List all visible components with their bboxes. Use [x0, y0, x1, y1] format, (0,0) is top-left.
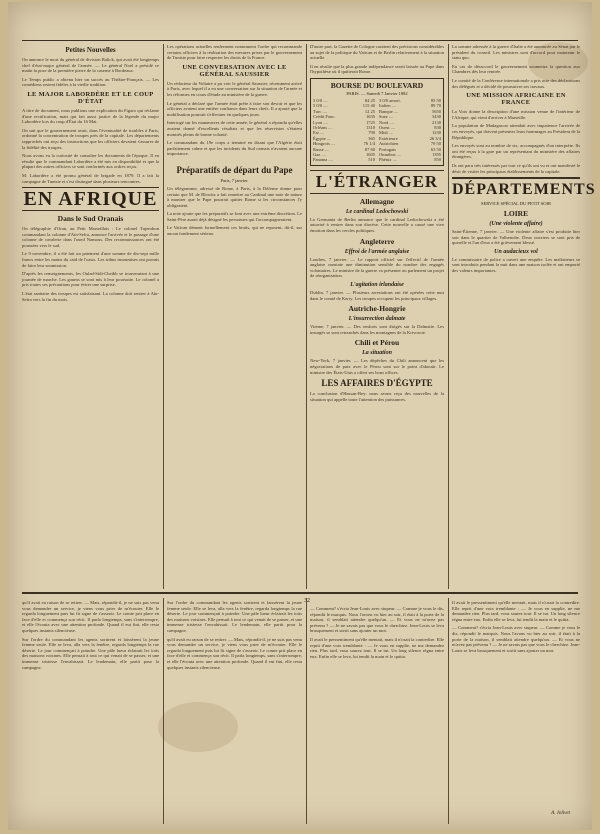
bourse-title: BOURSE DU BOULEVARD — [330, 80, 424, 90]
paragraph: Il avait le pressentiment qu'elle mentait, mais il n'osait la contredire. Elle reprit d'une voix tremblante : — Je vous en supplie, ne me demandez rien. Plus tard, vous saurez tout. Il se tut. Un long silence régna entre eux. Enfin elle se leva, lui tendit la main et le quitta. — [452, 600, 580, 622]
bourse-price: 1635 — [366, 114, 375, 120]
paragraph: Dublin, 7 janvier. — Plusieurs arrestations ont été opérées cette nuit dans le comté de Kerry. Les troupes occupent les principaux villages. — [310, 290, 444, 301]
country-heading: Autriche-Hongrie — [348, 304, 406, 314]
headline: L'insurrection dalmate — [348, 316, 406, 323]
headline: L'agitation irlandaise — [350, 282, 404, 288]
bourse-price: 26 3/4 — [429, 135, 441, 141]
paragraph: Le 9 novembre, il a été fait un paiement d'une somme de dix-sept mille francs entre les mains du caïd de l'oasis. Les tribus insoumises ont promis de faire leur soumission. — [22, 251, 159, 268]
bourse-security: Suez .... — [379, 114, 394, 120]
headline: Préparatifs de départ du Pape — [176, 164, 293, 175]
bourse-security: 5 0/0 .... — [313, 103, 328, 109]
paragraph: La Germania de Berlin annonce que le cardinal Ledochowski a été autorisé à rentrer dans son diocèse. Cette nouvelle a causé une vive émotion dans les cercles politiques. — [310, 216, 444, 234]
paragraph: — Comment? s'écria Jean-Louis avec stupeur. — Comme je vous le dis, répondit le marquis. Nous l'avons vu hier au soir, il était à la porte de la maison, il semblait attendre quelqu'un. — Et vous ne m'avez pas prévenu ? — Je ne savais pas que vous le cherchiez. Jean-Louis se leva brusquement et sortit sans ajouter un mot. — [310, 606, 444, 634]
column-separator — [448, 598, 449, 824]
newspaper-page — [8, 2, 596, 830]
bourse-security: Nord .... — [379, 119, 394, 125]
paragraph: Sur l'ordre du commandant les agents sortirent et laissèrent la jeune femme seule. Elle se leva, alla vers la fenêtre, regarda longtemps la rue déserte. Le jour commençait à poindre. Une pâle lueur éclairait les toits des maisons voisines. Elle pensait à tout ce qui venait de se passer, et une immense tristesse l'envahissait. Le lendemain, elle partit pour la campagne. — [167, 600, 302, 633]
paragraph: qu'il avait eu raison de se retirer. — Mais, répondit-il, je ne suis pas venu vous demander un service, je viens vous prier de m'écouter. Elle le regarda longuement puis lui fit signe de s'asseoir. Le comte prit place en face d'elle et commença son récit. Il parla longtemps, sans s'interrompre, et elle l'écouta avec une attention profonde. Quand il eut fini, elle resta quelques instants silencieuse. — [22, 600, 159, 633]
paragraph: Le général a déclaré que l'armée était prête à faire son devoir et que les officiers avaient une entière confiance dans leurs chefs. Il a ajouté que la mobilisation pourrait s'effectuer en quelques jours. — [167, 100, 302, 117]
headline: UNE CONVERSATION AVEC LE GÉNÉRAL SAUSSIER — [182, 63, 287, 78]
bourse-row — [313, 157, 375, 162]
paragraph: On sait que le gouvernement avait, dans l'éventualité de troubles à Paris, ordonné la concentration de troupes près de la capitale. Les départements rapprochés ont reçu des instructions que les officiers devaient s'assurer de la fidélité des troupes. — [22, 127, 159, 150]
bourse-rows — [313, 98, 441, 163]
bourse-table — [310, 78, 444, 166]
headline: LE MAJOR LABORDÈRE ET LE COUP D'ÉTAT — [27, 90, 154, 105]
bourse-security: Est .... — [313, 130, 325, 136]
paragraph: La population de Madagascar attendait avec impatience l'arrivée de ces envoyés, qui doivent présenter leurs hommages au Président de la République. — [452, 123, 580, 140]
headline: La situation — [362, 350, 392, 357]
top-rule — [22, 40, 578, 41]
bourse-date: PARIS. — Samedi 7 Janvier 1882 — [346, 90, 408, 96]
paragraph: La somme adressée à la guerre d'Italie a été annoncée au Sénat par le président du conseil. Les ministres sont d'accord pour maintenir le statu quo. — [452, 44, 580, 61]
headline: Effroi de l'armée anglaise — [344, 248, 410, 255]
paragraph: Les envoyés sont au nombre de six, accompagnés d'un interprète. Ils ont été reçus à la gare par un représentant du ministère des affaires étrangères. — [452, 143, 580, 160]
headline: UNE MISSION AFRICAINE EN FRANCE — [466, 92, 566, 107]
paragraph: Les opérations actuelles renferment notamment l'ordre qui recommande certains officiers à la réalisation des mesures prises par le gouvernement de Tunisie pour faire respecter les droits de la France. — [167, 44, 302, 61]
bourse-security: 3 0/0 amort. — [379, 97, 401, 103]
bourse-price: 1725 — [366, 119, 375, 125]
headline: LES AFFAIRES D'ÉGYPTE — [321, 378, 433, 389]
paragraph: Interrogé sur les manœuvres de cette année, le général a répondu qu'elles avaient donné d'excellents résultats et que les réservistes s'étaient montrés pleins de bonne volonté. — [167, 120, 302, 137]
column-4 — [452, 44, 596, 589]
paragraph: En cas de désaccord le gouvernement soumettra la question aux Chambres dès leur rentrée. — [452, 63, 580, 75]
paragraph: Saint-Étienne, 7 janvier. — Une violente affaire s'est produite hier soir dans le quartier de Valbenoîte. Deux ouvriers se sont pris de querelle et l'un d'eux a été grièvement blessé. — [452, 229, 580, 246]
paragraph: La note ajoute que les préparatifs se font avec une extrême discrétion. Le Saint-Père aurait déjà désigné les personnes qui l'accompagneraient. — [167, 211, 302, 222]
bourse-security: Turc .... — [313, 108, 327, 114]
bourse-security: Banque .... — [379, 108, 399, 114]
headline: (Une violente affaire) — [489, 221, 543, 228]
paragraph: Le commandant du 19e corps a terminé en disant que l'Algérie était parfaitement calme et que les incidents du Sud oranais n'avaient aucune importance. — [167, 140, 302, 157]
paragraph: Le comité de la Conférence internationale a pris acte des déclarations des délégués et a décidé de poursuivre ses travaux. — [452, 77, 580, 89]
paragraph: M. Labordère a été promu général de brigade en 1879. Il a fait la campagne de Tunisie et s'est distingué dans plusieurs rencontres. — [22, 172, 159, 184]
bourse-security: Panama .... — [313, 157, 333, 163]
bourse-price: 830 — [434, 125, 441, 130]
bourse-price: 2130 — [432, 119, 441, 125]
bourse-price: 12 25 — [364, 108, 375, 114]
headline: Le cardinal Ledochowski — [345, 208, 409, 215]
bourse-security: Portugais — [379, 146, 397, 152]
column-separator — [448, 44, 449, 589]
section-title: DÉPARTEMENTS — [452, 177, 580, 199]
paragraph: — Comment? s'écria Jean-Louis avec stupeur. — Comme je vous le dis, répondit le marquis. Nous l'avons vu hier au soir, il était à la porte de la maison, il semblait attendre quelqu'un. — Et vous ne m'avez pas prévenu ? — Je ne savais pas que vous le cherchiez. Jean-Louis se leva brusquement et sortit sans ajouter un mot. — [452, 625, 580, 653]
bourse-security: Extérieure — [379, 135, 398, 141]
bourse-price: 1230 — [432, 130, 441, 136]
bourse-security: Égypte .... — [313, 135, 332, 141]
department-heading: LOIRE — [503, 209, 529, 219]
section-title: L'ÉTRANGER — [310, 170, 444, 194]
headline: Dans le Sud Oranais — [57, 214, 124, 224]
paragraph: Il en résulte que la plus grande indépendance serait laissée au Pape dans l'hypothèse où il quitterait Rome. — [310, 63, 444, 75]
bourse-price: 850 — [434, 157, 441, 163]
paragraph: qu'il avait eu raison de se retirer. — Mais, répondit-il, je ne suis pas venu vous demander un service, je viens vous prier de m'écouter. Elle le regarda longuement puis lui fit signe de s'asseoir. Le comte prit place en face d'elle et commença son récit. Il parla longtemps, sans s'interrompre, et elle l'écouta avec une attention profonde. Quand il eut fini, elle resta quelques instants silencieuse. — [167, 636, 302, 670]
bourse-security: Midi .... — [379, 130, 394, 136]
bourse-security: Lyon .... — [313, 119, 328, 125]
bourse-price: 76 1/4 — [363, 141, 375, 147]
column-2 — [167, 44, 302, 589]
paragraph: A titre de document, nous publions une explication du Figaro qui réclame d'une rectification, mais qui fait aussi justice de la légende du major Labordère lors du coup d'État du 16 Mai. — [22, 107, 159, 125]
bourse-price: 85 50 — [430, 97, 441, 103]
paragraph: L'état sanitaire des troupes est satisfaisant. La colonne doit rentrer à Aïn-Sefra vers la fin du mois. — [22, 291, 159, 302]
paragraph: Le commissaire de police a ouvert une enquête. Les malfaiteurs se sont introduits pendant la nuit dans une maison isolée et ont emporté des valeurs importantes. — [452, 256, 580, 274]
column-separator — [306, 598, 307, 824]
bourse-security: 3 0/0 .... — [313, 97, 328, 103]
feuilleton-rule — [22, 592, 578, 594]
section-title: EN AFRIQUE — [23, 188, 158, 211]
bourse-security: Orléans .... — [313, 125, 333, 130]
bourse-price: 3430 — [432, 114, 441, 120]
bourse-row — [379, 157, 441, 162]
headline: Un audacieux vol — [494, 248, 538, 255]
feuilleton-column-2 — [167, 600, 302, 824]
bourse-price: 365 — [368, 135, 375, 141]
paragraph: Sur l'ordre du commandant les agents sortirent et laissèrent la jeune femme seule. Elle se leva, alla vers la fenêtre, regarda longtemps la rue déserte. Le jour commençait à poindre. Une pâle lueur éclairait les toits des maisons voisines. Elle pensait à tout ce qui venait de se passer, et une immense tristesse l'envahissait. Le lendemain, elle partit pour la campagne. — [22, 636, 159, 670]
headline: Petites Nouvelles — [65, 46, 116, 54]
section-subtitle: SERVICE SPÉCIAL DU PETIT SOIR — [481, 201, 551, 207]
paragraph: Nous avons eu la curiosité de consulter les documents de l'époque. Il en résulte que le commandant Labordère a été mis en disponibilité et que la plupart des autres officiers se sont conformés aux ordres reçus. — [22, 153, 159, 170]
column-3 — [310, 44, 444, 589]
bourse-price: 87 60 — [364, 146, 375, 152]
feuilleton-column-1 — [22, 600, 159, 824]
paragraph: Vienne, 7 janvier. — Des renforts sont dirigés sur la Dalmatie. Les insurgés se sont retranchés dans les montagnes de la Krivoscie. — [310, 324, 444, 335]
paragraph: D'autre part, la Gazette de Cologne contient des précisions considérables au sujet de la politique du Vatican et de Berlin relativement à la situation actuelle. — [310, 44, 444, 61]
country-heading: Chili et Pérou — [354, 338, 400, 348]
column-1 — [22, 44, 159, 589]
paragraph: On télégraphie d'Oran, au Petit Marseillais : Le colonel Tujendron commandant la colonne d'Aïn-Sefra, annonce l'arrivée et le passage d'une colonne de cavalerie dans l'oued Namous. Des reconnaissances ont été poussées vers le sud. — [22, 226, 159, 248]
paragraph: Il avait le pressentiment qu'elle mentait, mais il n'osait la contredire. Elle reprit d'une voix tremblante : — Je vous en supplie, ne me demandez rien. Plus tard, vous saurez tout. Il se tut. Un long silence régna entre eux. Enfin elle se leva, lui tendit la main et le quitta. — [310, 636, 444, 659]
paragraph: Un télégramme, adressé de Rome, à Paris, à la Défense donne pour certain que M. de Blowitz a fait remettre au Cardinal une note de nature à montrer que le Pape pourrait quitter Rome si les circonstances l'y obligeaient. — [167, 185, 302, 208]
paragraph: D'après les renseignements, les Oulad-Sidi-Cheikh se trouveraient à une journée de marche. Les goums se sont mis à leur poursuite. Le colonel a pris toutes ses précautions pour éviter une surprise. — [22, 271, 159, 288]
bourse-security: Ouest .... — [379, 125, 396, 130]
bourse-security: Crédit Fonc. — [313, 114, 336, 120]
paragraph: Le Vatican dément formellement ces bruits, qui ne reposent, dit-il, sur aucun fondement sérieux. — [167, 225, 302, 237]
paragraph: New-York, 7 janvier. — Les dépêches du Chili annoncent que les négociations de paix avec le Pérou sont sur le point d'aboutir. Le ministre des États-Unis a offert ses bons offices. — [310, 358, 444, 375]
feuilleton-column-4 — [452, 600, 580, 810]
bourse-security: Hongrois .... — [313, 141, 336, 147]
bourse-price: 1395 — [432, 152, 441, 158]
bourse-price: 63 50 — [430, 146, 441, 152]
column-separator — [163, 44, 164, 589]
bourse-price: 790 — [368, 130, 375, 136]
country-heading: Angleterre — [359, 236, 395, 246]
bourse-price: 84 25 — [364, 97, 375, 103]
bourse-price: 79 50 — [430, 141, 441, 147]
bourse-price: 1310 — [366, 125, 375, 130]
page-number: 32 — [304, 598, 310, 604]
paragraph: Le Temps public a obtenu hier un succès au Théâtre-Français. — Les comédiens restent fidèles à la vieille tradition. — [22, 76, 159, 88]
bourse-security: Omnibus .... — [379, 152, 402, 158]
dateline: Paris, 7 janvier. — [220, 177, 249, 183]
bourse-security: Gaz .... — [313, 152, 326, 158]
paragraph: La conclusion d'Hassan-Bey: nous avons reçu des nouvelles de la situation qui appelle toute l'attention des puissances. — [310, 391, 444, 402]
bourse-price: 5650 — [432, 108, 441, 114]
bourse-security: Italien .... — [379, 103, 397, 109]
paragraph: La Voix donne la description d'une mission venue de l'intérieur de l'Afrique, qui vient d'arriver à Marseille. — [452, 109, 580, 120]
paragraph: Un rédacteur du Voltaire a pu voir le général Saussier, récemment arrivé à Paris, avec lequel il a eu une conversation sur la situation de l'armée et les réformes en cours d'étude au ministère de la guerre. — [167, 80, 302, 97]
bourse-security: Russe .... — [313, 146, 330, 152]
bourse-security: Phénix .... — [379, 157, 398, 163]
paragraph: Ils ont paru très intéressés par tout ce qu'ils ont vu et ont manifesté le désir de visiter les principaux établissements de la capitale. — [452, 162, 580, 174]
signature: A. Jolivet — [551, 811, 570, 816]
paragraph: Londres, 7 janvier. — Le rapport officiel sur l'effectif de l'armée anglaise constate une diminution sensible du nombre des engagés volontaires. Le ministre de la guerre va présenter au parlement un projet de réorganisation. — [310, 256, 444, 279]
bourse-price: 89 70 — [430, 103, 441, 109]
country-heading: Allemagne — [359, 196, 395, 206]
bourse-price: 115 40 — [362, 103, 375, 109]
bourse-security: Autrichien — [379, 141, 399, 147]
bourse-price: 510 — [368, 157, 375, 163]
column-separator — [163, 598, 164, 824]
bourse-price: 1605 — [366, 152, 375, 158]
paragraph: On annonce le mort du général de division Balick, qui avait été longtemps chef d'état-major général de l'armée. — Le général Noel a présidé ce matin la pose de la première pierre de la caserne à Bordeaux. — [22, 57, 159, 74]
feuilleton-column-3 — [310, 606, 444, 824]
column-separator — [306, 44, 307, 589]
